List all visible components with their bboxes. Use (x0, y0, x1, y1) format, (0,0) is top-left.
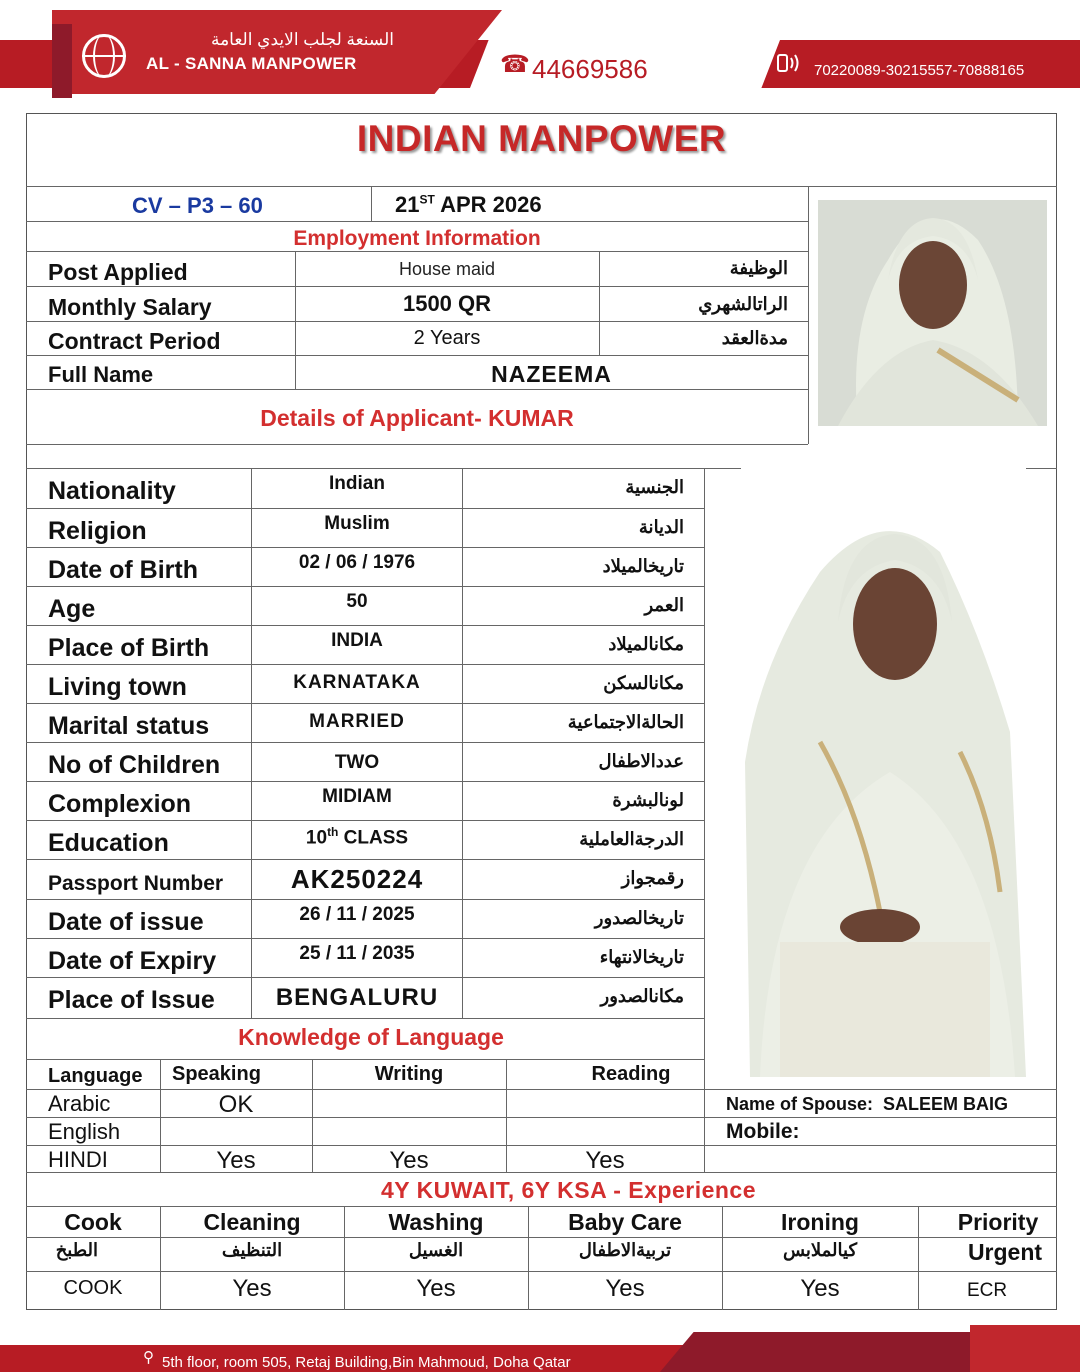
divider (26, 703, 704, 704)
date-of-expiry-label: Date of Expiry (48, 947, 217, 975)
phone-icon: ☎ (500, 51, 530, 78)
education-value (252, 825, 462, 849)
language-header-writing: Writing (374, 1063, 444, 1085)
education-label: Education (48, 829, 169, 857)
place-of-birth-value: INDIA (331, 630, 383, 651)
cv-date-rest: APR 2026 (440, 192, 542, 217)
footer-address: 5th floor, room 505, Retaj Building,Bin Mahmoud, Doha Qatar (162, 1354, 571, 1371)
divider (26, 938, 704, 939)
divider (808, 186, 809, 444)
language-lang-cell: Arabic (48, 1091, 111, 1116)
language-header-reading: Reading (591, 1063, 671, 1085)
skill-arabic: تربيةالاطفال (578, 1240, 672, 1260)
divider (462, 468, 463, 1018)
divider (251, 468, 252, 1018)
no-of-children-value: TWO (334, 752, 380, 773)
footer-corner (970, 1325, 1080, 1372)
monthly-salary-arabic: الراتالشهري (698, 294, 788, 314)
complexion-label: Complexion (48, 790, 192, 818)
education-suffix: th (327, 825, 339, 839)
skill-value: COOK (63, 1277, 123, 1299)
language-heading: Knowledge of Language (238, 1024, 504, 1050)
age-arabic: العمر (644, 595, 684, 615)
contract-period-arabic: مدةالعقد (721, 328, 788, 348)
spouse (726, 1094, 1008, 1115)
divider (371, 186, 372, 221)
religion-arabic: الديانة (638, 517, 684, 537)
place-of-birth-label: Place of Birth (48, 634, 210, 662)
age-label: Age (48, 595, 96, 623)
divider (26, 1089, 1057, 1090)
divider (26, 251, 808, 252)
divider (26, 1271, 1057, 1272)
divider (26, 1145, 1057, 1146)
divider (26, 221, 808, 222)
passport-number-label: Passport Number (48, 872, 224, 895)
religion-value: Muslim (324, 513, 390, 534)
language-lang-cell: HINDI (48, 1147, 108, 1172)
cv-code: CV – P3 – 60 (132, 193, 263, 218)
post-applied-arabic: الوظيفة (729, 258, 788, 278)
place-of-issue-label: Place of Issue (48, 986, 215, 1014)
mobile-icon (776, 52, 802, 80)
date-of-issue-value: 26 / 11 / 2025 (299, 904, 415, 925)
applicant-photo-small (818, 200, 1047, 426)
religion-label: Religion (48, 517, 147, 545)
skill-value: Yes (800, 1275, 840, 1302)
complexion-value: MIDIAM (322, 786, 392, 807)
date-of-expiry-arabic: تاريخالانتهاء (599, 947, 684, 967)
date-of-birth-label: Date of Birth (48, 556, 198, 584)
passport-number-value: AK250224 (290, 864, 424, 894)
skill-value: Yes (416, 1275, 456, 1302)
skill-label: Ironing (781, 1209, 859, 1235)
divider (26, 1237, 1057, 1238)
skill-label: Washing (388, 1209, 484, 1235)
education-class: CLASS (343, 827, 409, 849)
location-pin-icon: ⚲ (143, 1349, 154, 1366)
marital-status-label: Marital status (48, 712, 210, 740)
spouse-mobile-label: Mobile: (726, 1120, 800, 1143)
skill-arabic: الغسيل (408, 1240, 464, 1260)
divider (26, 742, 704, 743)
divider (26, 508, 704, 509)
divider (26, 444, 808, 445)
full-name-value: NAZEEMA (491, 361, 612, 387)
skill-value: Yes (232, 1275, 272, 1302)
divider (26, 664, 704, 665)
age-value: 50 (346, 591, 368, 612)
spouse-name: SALEEM BAIG (883, 1094, 1009, 1114)
contract-period-label: Contract Period (48, 328, 221, 354)
priority-value: Urgent (967, 1239, 1043, 1265)
no-of-children-arabic: عددالاطفال (598, 751, 684, 771)
divider (26, 1206, 1057, 1207)
passport-number-arabic: رقمجواز (621, 868, 684, 888)
education-number: 10 (305, 827, 328, 849)
no-of-children-label: No of Children (48, 751, 221, 779)
page-title: INDIAN MANPOWER (356, 118, 727, 159)
date-of-issue-arabic: تاريخالصدور (594, 908, 684, 928)
divider (26, 781, 704, 782)
full-name-label: Full Name (48, 362, 154, 387)
monthly-salary-label: Monthly Salary (48, 294, 212, 320)
language-header-language: Language (48, 1065, 143, 1087)
date-of-expiry-value: 25 / 11 / 2035 (299, 943, 415, 964)
cv-date-suffix: ST (419, 192, 435, 207)
divider (26, 820, 704, 821)
divider (26, 977, 704, 978)
language-speaking-cell: OK (218, 1091, 254, 1118)
divider (26, 899, 704, 900)
monthly-salary-value: 1500 QR (402, 291, 492, 316)
employment-heading: Employment Information (293, 227, 541, 250)
divider (26, 355, 808, 356)
language-header-speaking: Speaking (172, 1063, 261, 1085)
divider (26, 286, 808, 287)
date-of-birth-arabic: تاريخالميلاد (602, 556, 684, 576)
living-town-arabic: مكانالسكن (603, 673, 684, 693)
priority-label: Priority (957, 1209, 1039, 1235)
post-applied-value: House maid (398, 259, 496, 279)
experience-heading: 4Y KUWAIT, 6Y KSA - Experience (380, 1177, 757, 1203)
education-arabic: الدرجةالعاملية (579, 829, 684, 849)
language-reading-cell: Yes (585, 1147, 625, 1174)
nationality-arabic: الجنسية (625, 477, 684, 497)
contract-period-value: 2 Years (413, 327, 481, 349)
living-town-value: KARNATAKA (293, 672, 421, 693)
spouse-label: Name of Spouse: (726, 1094, 874, 1114)
divider (26, 586, 704, 587)
place-of-birth-arabic: مكانالميلاد (608, 634, 684, 654)
divider (26, 389, 808, 390)
skill-label: Cleaning (203, 1209, 301, 1235)
complexion-arabic: لونالبشرة (612, 790, 684, 810)
place-of-issue-value: BENGALURU (275, 984, 439, 1011)
language-lang-cell: English (48, 1119, 121, 1144)
cv-date (395, 192, 542, 218)
details-heading: Details of Applicant- KUMAR (260, 405, 574, 431)
skill-arabic: كيالملابس (782, 1240, 858, 1260)
divider (26, 547, 704, 548)
header-accent-bar (52, 24, 72, 98)
ecr-value: ECR (966, 1280, 1008, 1301)
divider (26, 859, 704, 860)
living-town-label: Living town (48, 673, 187, 701)
skill-arabic: التنظيف (221, 1240, 283, 1260)
post-applied-label: Post Applied (48, 259, 188, 285)
divider (26, 625, 704, 626)
divider (26, 186, 1057, 187)
nationality-value: Indian (329, 473, 385, 494)
cv-date-day: 21 (395, 192, 420, 217)
marital-status-value: MARRIED (309, 711, 405, 732)
divider (26, 321, 808, 322)
divider (26, 1018, 704, 1019)
skill-label: Baby Care (568, 1209, 682, 1235)
skill-value: Yes (605, 1275, 645, 1302)
language-speaking-cell: Yes (216, 1147, 256, 1174)
divider (1026, 468, 1057, 469)
date-of-issue-label: Date of issue (48, 908, 204, 936)
phone-number: 44669586 (532, 54, 648, 84)
nationality-label: Nationality (48, 477, 176, 505)
marital-status-arabic: الحالةالاجتماعية (567, 712, 684, 732)
skill-arabic: الطبخ (55, 1240, 98, 1260)
place-of-issue-arabic: مكانالصدور (600, 986, 684, 1006)
skill-label: Cook (64, 1209, 122, 1235)
language-writing-cell: Yes (389, 1147, 429, 1174)
company-name-arabic: السنعة لجلب الايدي العامة (210, 30, 394, 49)
divider (26, 1059, 704, 1060)
company-name-english: AL - SANNA MANPOWER (146, 54, 357, 73)
date-of-birth-value: 02 / 06 / 1976 (298, 552, 416, 573)
applicant-photo-large (740, 512, 1026, 1077)
divider (26, 468, 741, 469)
globe-icon (82, 34, 126, 78)
mobile-numbers: 70220089-30215557-70888165 (814, 62, 1025, 79)
